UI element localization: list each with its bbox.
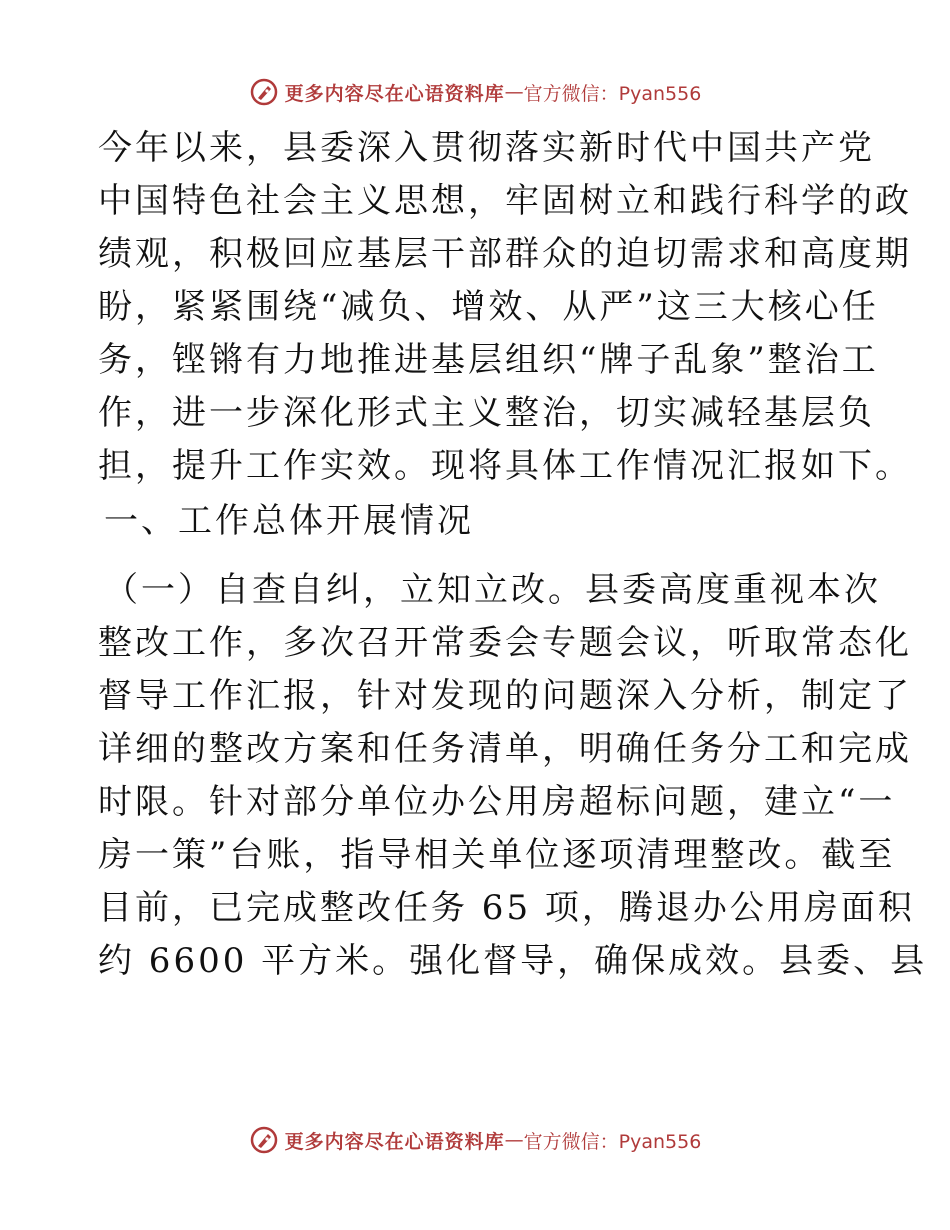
watermark-brand: 更多内容尽在心语资料库 <box>284 1130 505 1153</box>
section-line: 整改工作，多次召开常委会专题会议，听取常态化 <box>98 623 912 663</box>
intro-paragraph <box>98 126 912 489</box>
pen-nib-logo-icon <box>249 1125 279 1155</box>
watermark-brand: 更多内容尽在心语资料库 <box>284 82 505 105</box>
intro-line: 中国特色社会主义思想，牢固树立和践行科学的政 <box>98 181 912 221</box>
intro-line: 务，铿锵有力地推进基层组织“牌子乱象”整治工 <box>98 340 879 380</box>
intro-line: 作，进一步深化形式主义整治，切实减轻基层负 <box>98 393 875 433</box>
section-line: （一）自查自纠，立知立改。县委高度重视本次 <box>104 570 881 610</box>
section-line: 约 6600 平方米。强化督导，确保成效。县委、县 <box>98 941 928 981</box>
watermark-header <box>0 72 950 112</box>
watermark-wechat: 官方微信：Pyan556 <box>523 82 702 105</box>
intro-line: 担，提升工作实效。现将具体工作情况汇报如下。 <box>98 446 912 486</box>
section-line: 房一策”台账，指导相关单位逐项清理整改。截至 <box>98 835 896 875</box>
watermark-separator: — <box>504 81 524 103</box>
intro-line: 盼，紧紧围绕“减负、增效、从严”这三大核心任 <box>98 287 879 327</box>
section-line: 时限。针对部分单位办公用房超标问题，建立“一 <box>98 782 896 822</box>
intro-line: 绩观，积极回应基层干部群众的迫切需求和高度期 <box>98 234 912 274</box>
pen-nib-logo-icon <box>249 77 279 107</box>
document-body <box>98 126 928 992</box>
intro-line: 今年以来，县委深入贯彻落实新时代中国共产党 <box>98 128 875 168</box>
section-paragraph <box>98 568 928 984</box>
section-line: 督导工作汇报，针对发现的问题深入分析，制定了 <box>98 676 912 716</box>
section-line: 目前，已完成整改任务 65 项，腾退办公用房面积 <box>98 888 915 928</box>
section-line: 详细的整改方案和任务清单，明确任务分工和完成 <box>98 729 912 769</box>
watermark-separator: — <box>504 1129 524 1151</box>
watermark-wechat: 官方微信：Pyan556 <box>523 1130 702 1153</box>
section-heading: 一、工作总体开展情况 <box>104 501 474 541</box>
watermark-footer <box>0 1120 950 1160</box>
